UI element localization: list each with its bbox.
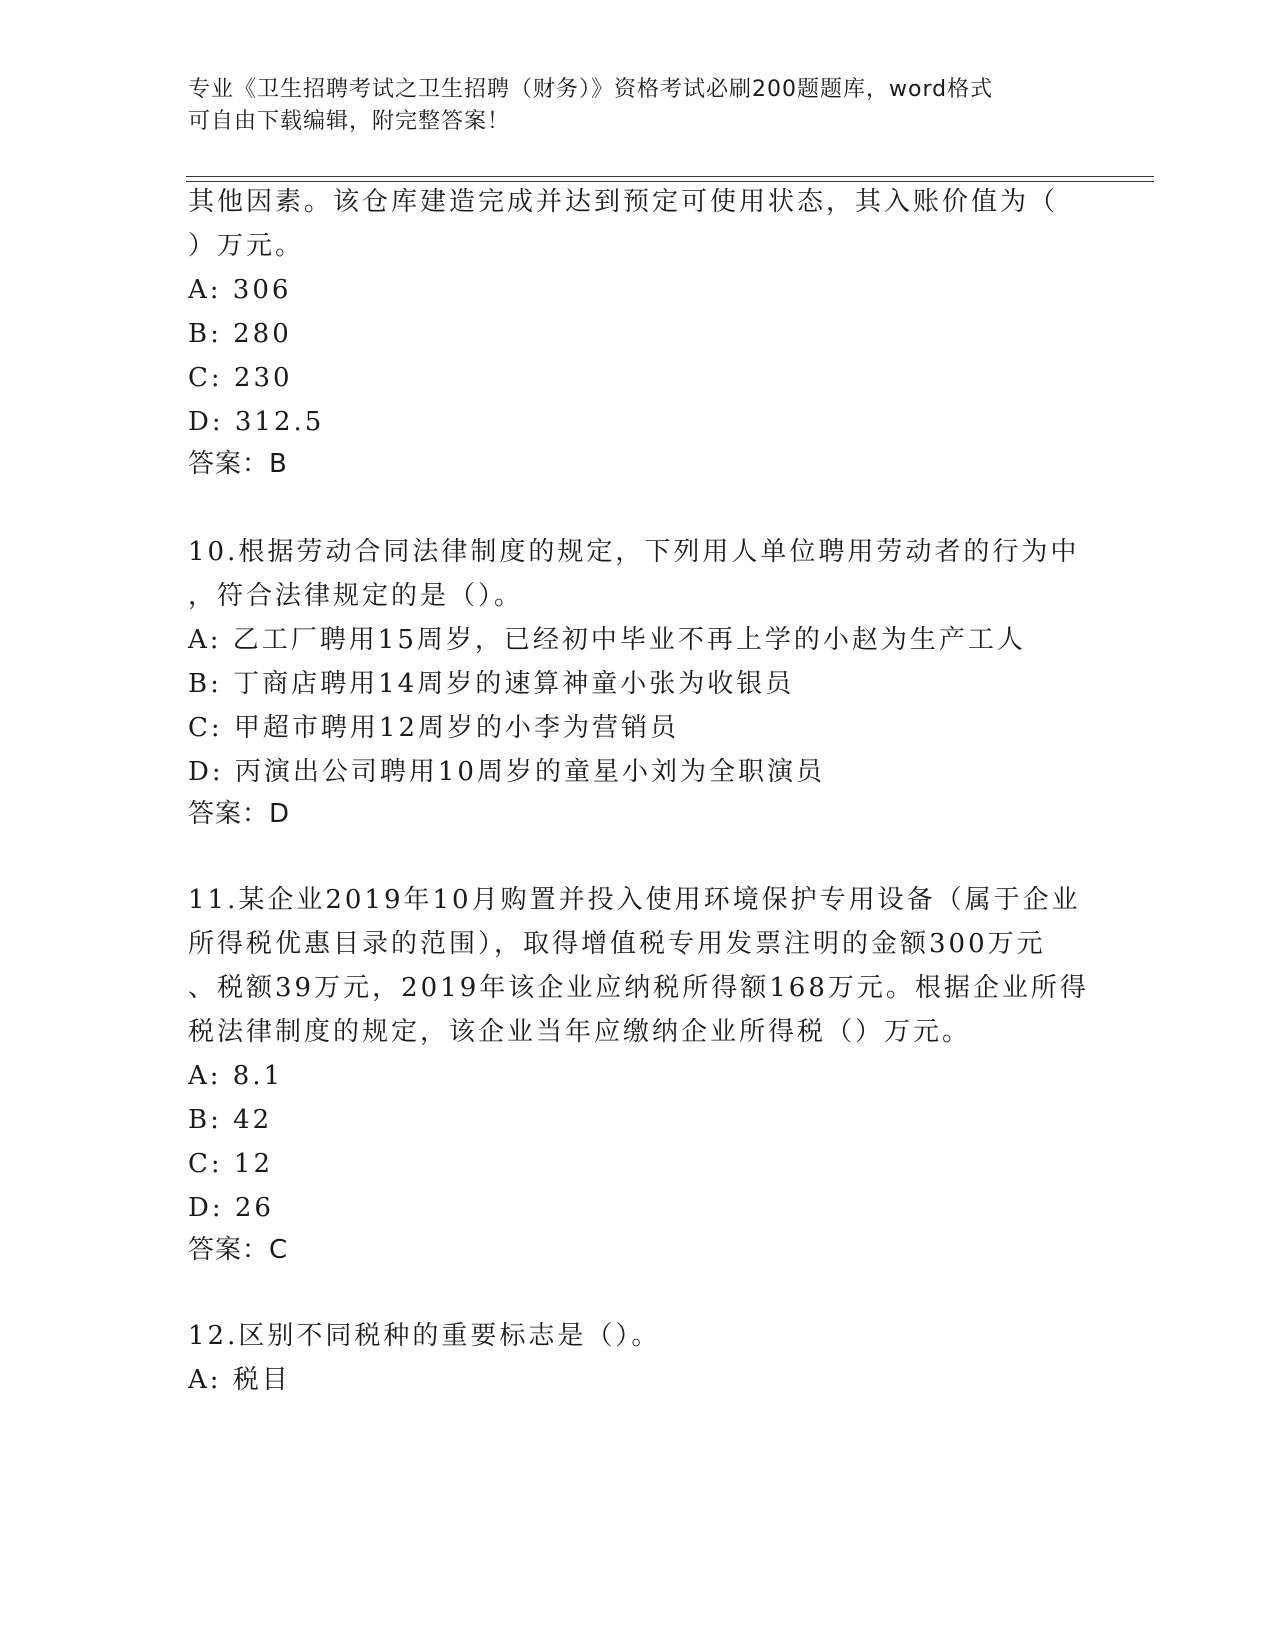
option-c: C: 230 <box>188 363 293 393</box>
option-b: B: 丁商店聘用14周岁的速算神童小张为收银员 <box>188 669 795 699</box>
question-text: 12.区别不同税种的重要标志是（）。 <box>188 1321 661 1351</box>
option-d: D: 26 <box>188 1193 274 1223</box>
option-c: C: 12 <box>188 1149 274 1179</box>
question-text: ）万元。 <box>188 231 305 261</box>
answer-label: 答案：D <box>188 799 291 829</box>
question-text: 其他因素。该仓库建造完成并达到预定可使用状态，其入账价值为（ <box>188 187 1059 217</box>
question-text: 所得税优惠目录的范围），取得增值税专用发票注明的金额300万元 <box>188 929 1046 959</box>
option-b: B: 280 <box>188 319 292 349</box>
answer-label: 答案：B <box>188 449 288 479</box>
option-c: C: 甲超市聘用12周岁的小李为营销员 <box>188 713 680 743</box>
header-title-line2: 可自由下载编辑，附完整答案！ <box>188 109 511 134</box>
option-a: A: 乙工厂聘用15周岁，已经初中毕业不再上学的小赵为生产工人 <box>188 625 1026 655</box>
question-text: 11.某企业2019年10月购置并投入使用环境保护专用设备（属于企业 <box>188 885 1081 915</box>
header-divider <box>186 176 1154 182</box>
question-text: 税法律制度的规定，该企业当年应缴纳企业所得税（）万元。 <box>188 1017 972 1047</box>
option-d: D: 丙演出公司聘用10周岁的童星小刘为全职演员 <box>188 757 825 787</box>
question-text: ，符合法律规定的是（）。 <box>188 581 524 611</box>
question-text: 、税额39万元，2019年该企业应纳税所得额168万元。根据企业所得 <box>188 973 1089 1003</box>
answer-label: 答案：C <box>188 1235 289 1265</box>
page-header <box>188 74 1088 138</box>
option-d: D: 312.5 <box>188 407 325 437</box>
option-a: A: 税目 <box>188 1365 291 1395</box>
option-b: B: 42 <box>188 1105 273 1135</box>
option-a: A: 8.1 <box>188 1061 284 1091</box>
question-text: 10.根据劳动合同法律制度的规定，下列用人单位聘用劳动者的行为中 <box>188 537 1080 567</box>
header-title-line1: 专业《卫生招聘考试之卫生招聘（财务）》资格考试必刷200题题库，word格式 <box>188 77 994 102</box>
option-a: A: 306 <box>188 275 292 305</box>
